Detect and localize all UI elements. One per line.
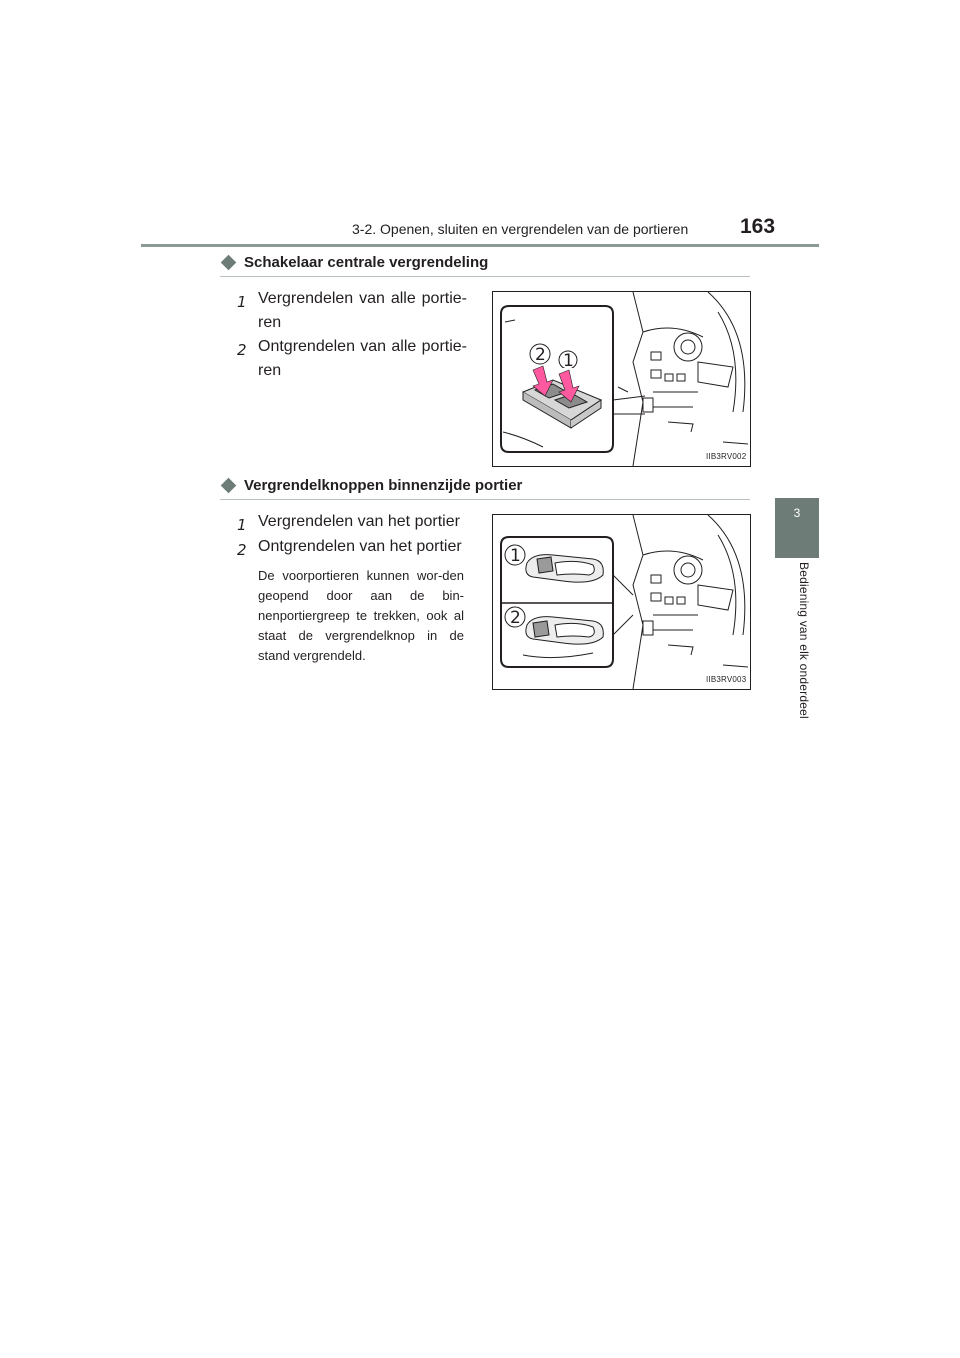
section-divider <box>220 499 750 500</box>
step-text: Vergrendelen van alle portie-ren <box>258 290 467 331</box>
callout-numbers <box>501 539 537 659</box>
step-item <box>237 287 467 335</box>
note-text: De voorportieren kunnen wor-den geopend door aan de bin-nenportiergreep te trekken, ook al staat de vergrendelknop in de stand vergrendeld. <box>258 568 464 663</box>
section-heading-text: Schakelaar centrale vergrendeling <box>244 254 489 271</box>
section-divider <box>220 276 750 277</box>
figure-code: IIB3RV003 <box>706 675 747 684</box>
section-heading <box>220 254 488 271</box>
step-number: 2 <box>237 541 247 559</box>
section-heading <box>220 477 522 494</box>
chapter-number: 3 <box>793 506 801 520</box>
callout-numbers <box>529 338 589 368</box>
page-number: 163 <box>740 215 776 238</box>
chapter-tab <box>775 498 819 558</box>
callout-label: 1 <box>563 351 574 368</box>
illustration-central-lock-switch <box>492 291 751 467</box>
illustration-inner-door-lock <box>492 514 751 690</box>
callout-label: 2 <box>535 345 546 365</box>
step-item <box>237 535 467 559</box>
section-heading-text: Vergrendelknoppen binnenzijde portier <box>244 477 523 494</box>
step-text: Ontgrendelen van alle portie-ren <box>258 338 467 379</box>
running-header: 3-2. Openen, sluiten en vergrendelen van de portieren <box>352 221 689 237</box>
step-number: 1 <box>237 516 247 534</box>
figure-code: IIB3RV002 <box>706 452 747 461</box>
callout-inset <box>501 306 645 452</box>
section-door-lock-knobs <box>220 477 522 494</box>
callout-label: 2 <box>510 608 521 628</box>
step-number: 1 <box>237 293 247 311</box>
chapter-label: Bediening van elk onderdeel <box>797 562 811 719</box>
diamond-bullet-icon <box>221 478 237 494</box>
callout-label: 1 <box>510 546 521 566</box>
header-divider <box>141 244 819 247</box>
dashboard-switch-drawing <box>493 292 750 466</box>
section-central-lock <box>220 254 488 271</box>
diamond-bullet-icon <box>221 255 237 271</box>
step-number: 2 <box>237 341 247 359</box>
step-text: Vergrendelen van het portier <box>258 513 460 530</box>
step-item <box>237 335 467 383</box>
step-item <box>237 510 467 534</box>
step-text: Ontgrendelen van het portier <box>258 538 462 555</box>
